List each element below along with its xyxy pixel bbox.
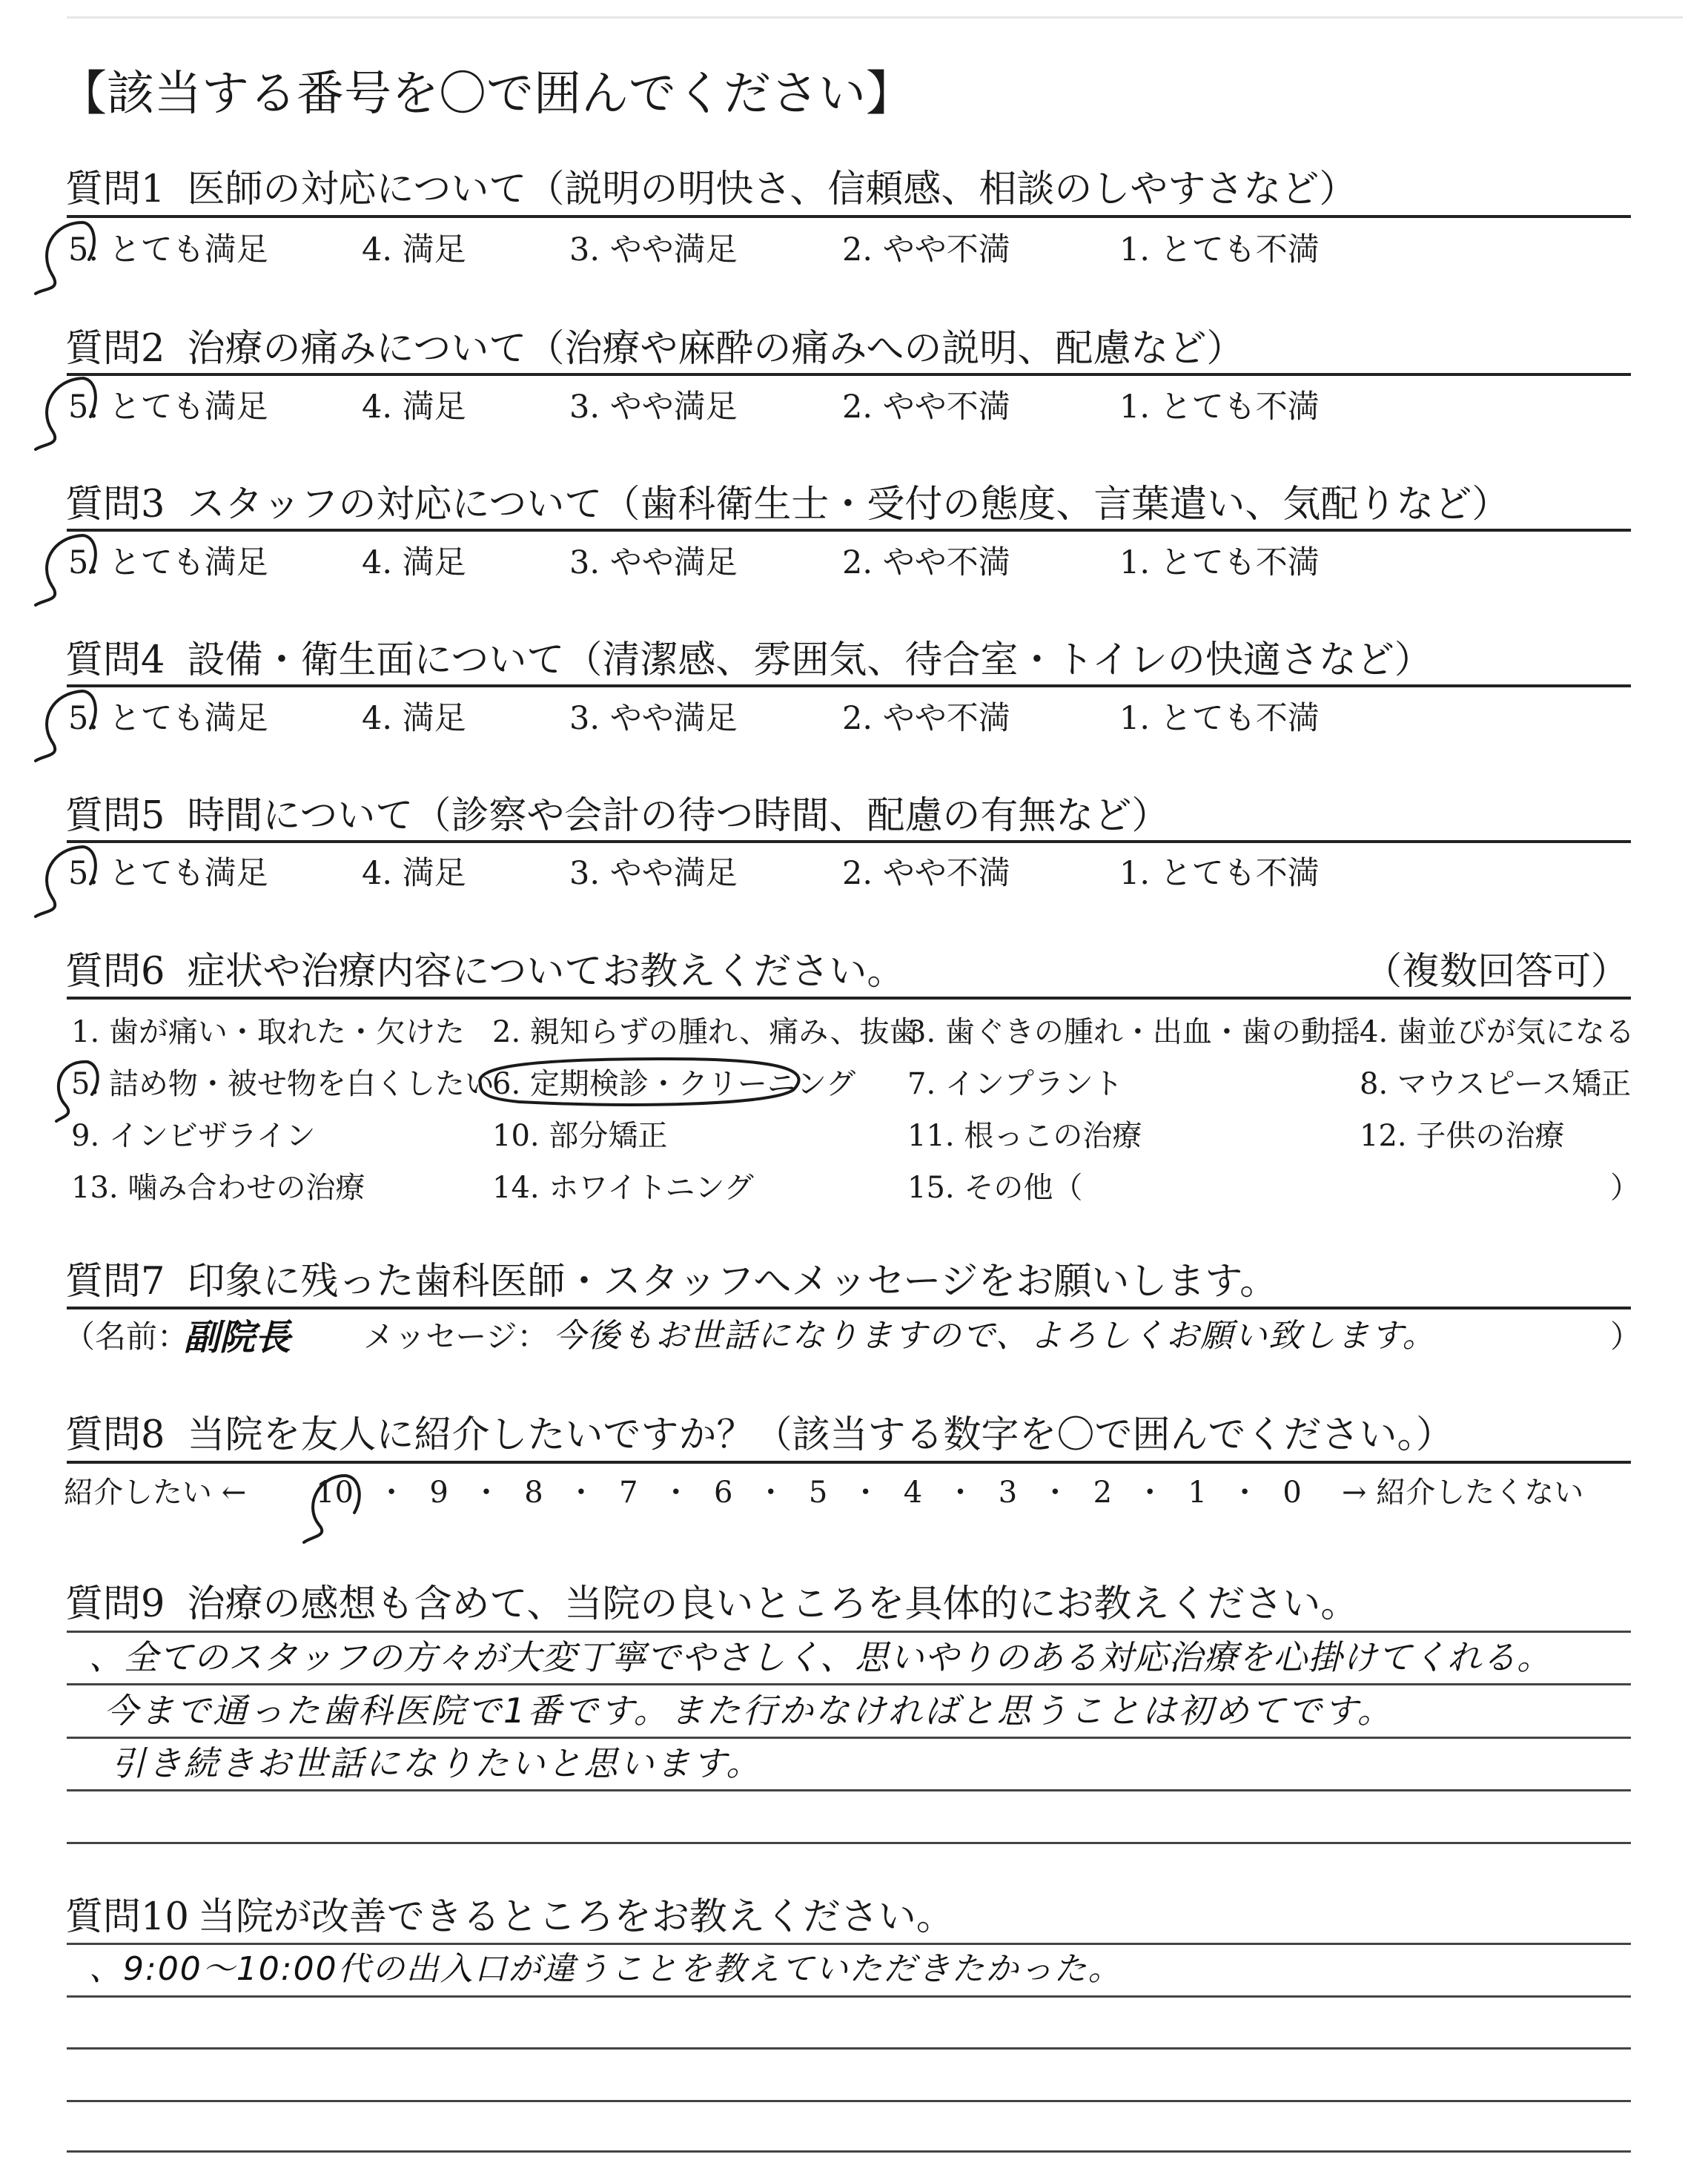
question-number: 質問10 [65,1895,189,1939]
scale-2[interactable]: 2 [1093,1476,1113,1510]
question-text: 症状や治療内容についてお教えください。 [187,950,905,994]
scale-3[interactable]: 3 [998,1476,1018,1510]
q4-option-1[interactable]: 1. とても不満 [1119,700,1320,737]
scale-dot: ・ [755,1476,786,1510]
q6-option-3[interactable]: 3. 歯ぐきの腫れ・出血・歯の動揺 [907,1015,1360,1049]
q6-option-1[interactable]: 1. 歯が痛い・取れた・欠けた [71,1015,465,1049]
q6-option-12[interactable]: 12. 子供の治療 [1360,1119,1565,1153]
message-close: ） [1610,1318,1642,1355]
q1-option-3[interactable]: 3. やや満足 [569,231,738,268]
question-text: 設備・衛生面について（清潔感、雰囲気、待合室・トイレの快適さなど） [187,638,1432,682]
scale-dot: ・ [850,1476,881,1510]
q8-selection-circle [304,1476,360,1542]
q6-option-5-circle [56,1062,98,1121]
q4-option-3[interactable]: 3. やや満足 [569,700,738,737]
q5-option-2[interactable]: 2. やや不満 [842,855,1010,892]
message-label: メッセージ： [363,1318,549,1355]
q1-option-1[interactable]: 1. とても不満 [1119,231,1320,268]
question-text: 医師の対応について（説明の明快さ、信頼感、相談のしやすさなど） [187,168,1357,211]
q6-option-8[interactable]: 8. マウスピース矯正 [1360,1067,1632,1101]
q5-option-5[interactable]: 5. とても満足 [68,855,268,892]
q1-option-2[interactable]: 2. やや不満 [842,231,1010,268]
question-text: スタッフの対応について（歯科衛生士・受付の態度、言葉遣い、気配りなど） [187,483,1510,526]
scale-dot: ・ [1230,1476,1260,1510]
q2-option-1[interactable]: 1. とても不満 [1119,389,1320,426]
question-text: 当院が改善できるところをお教えください。 [197,1895,954,1939]
question-text: 治療の感想も含めて、当院の良いところを具体的にお教えください。 [187,1582,1359,1626]
q6-option-4[interactable]: 4. 歯並びが気になる [1360,1015,1635,1049]
q4-option-2[interactable]: 2. やや不満 [842,700,1010,737]
q2-selection-circle [36,378,96,449]
q4-selection-circle [36,691,96,761]
recommend-left-label: 紹介したい ← [64,1476,247,1510]
scale-4[interactable]: 4 [903,1476,923,1510]
q6-option-5[interactable]: 5. 詰め物・被せ物を白くしたい [71,1067,494,1101]
q3-option-1[interactable]: 1. とても不満 [1119,544,1320,581]
scale-1[interactable]: 1 [1188,1476,1207,1510]
question-number: 質問8 [65,1413,165,1457]
recommend-right-label: → 紹介したくない [1342,1476,1584,1510]
q6-other-close: ） [1610,1171,1640,1205]
question-number: 質問9 [65,1582,165,1626]
instruction-heading: 【該当する番号を〇で囲んでください】 [59,67,913,122]
scale-0[interactable]: 0 [1282,1476,1302,1510]
q2-option-5[interactable]: 5. とても満足 [68,389,268,426]
question-number: 質問7 [65,1260,165,1304]
q3-option-5[interactable]: 5. とても満足 [68,544,268,581]
question-number: 質問5 [65,794,165,838]
question-text: 印象に残った歯科医師・スタッフへメッセージをお願いします。 [187,1260,1278,1304]
question-number: 質問2 [65,327,165,371]
question-number: 質問1 [65,168,165,211]
scale-6[interactable]: 6 [714,1476,733,1510]
q4-option-5[interactable]: 5. とても満足 [68,700,268,737]
q9-answer-line-1[interactable]: 、全てのスタッフの方々が大変丁寧でやさしく、思いやりのある対応治療を心掛けてくれる。 [89,1637,1552,1677]
q5-option-1[interactable]: 1. とても不満 [1119,855,1320,892]
q6-option-2[interactable]: 2. 親知らずの腫れ、痛み、抜歯 [492,1015,919,1049]
q3-option-4[interactable]: 4. 満足 [362,544,466,581]
scale-dot: ・ [471,1476,502,1510]
message-value[interactable]: 今後もお世話になりますので、よろしくお願い致します。 [553,1317,1437,1355]
q5-option-4[interactable]: 4. 満足 [362,855,466,892]
q6-option-13[interactable]: 13. 噛み合わせの治療 [71,1171,365,1205]
q1-option-5[interactable]: 5. とても満足 [68,231,268,268]
question-number: 質問4 [65,638,165,682]
q5-selection-circle [36,847,96,916]
q6-option-10[interactable]: 10. 部分矯正 [492,1119,668,1153]
scale-dot: ・ [661,1476,691,1510]
q6-option-15[interactable]: 15. その他（ [907,1171,1083,1205]
q6-option-6[interactable]: 6. 定期検診・クリーニング [492,1067,856,1101]
q6-option-6-circle [480,1059,798,1105]
q9-answer-line-2[interactable]: 今まで通った歯科医院で1番です。また行かなければと思うことは初めてです。 [104,1691,1394,1731]
question-text: 当院を友人に紹介したいですか？（該当する数字を〇で囲んでください。） [187,1413,1454,1457]
q2-option-2[interactable]: 2. やや不満 [842,389,1010,426]
q4-option-4[interactable]: 4. 満足 [362,700,466,737]
scale-dot: ・ [1040,1476,1070,1510]
scale-dot: ・ [1135,1476,1165,1510]
q10-answer-line-1[interactable]: 、9:00〜10:00代の出入口が違うことを教えていただきたかった。 [89,1950,1122,1988]
scale-8[interactable]: 8 [524,1476,543,1510]
q6-option-9[interactable]: 9. インビザライン [71,1119,316,1153]
q3-selection-circle [36,535,96,605]
scale-7[interactable]: 7 [619,1476,638,1510]
scale-dot: ・ [377,1476,407,1510]
q3-option-2[interactable]: 2. やや不満 [842,544,1010,581]
q2-option-3[interactable]: 3. やや満足 [569,389,738,426]
question-text: 時間について（診察や会計の待つ時間、配慮の有無など） [187,794,1170,838]
question-number: 質問6 [65,950,165,994]
q1-option-4[interactable]: 4. 満足 [362,231,466,268]
question-number: 質問3 [65,483,165,526]
scale-10[interactable]: 10 [316,1476,354,1510]
name-value[interactable]: 副院長 [184,1317,291,1358]
name-label: （名前： [64,1318,189,1355]
q6-option-14[interactable]: 14. ホワイトニング [492,1171,754,1205]
q1-selection-circle [36,222,94,294]
scale-dot: ・ [945,1476,976,1510]
q3-option-3[interactable]: 3. やや満足 [569,544,738,581]
q6-option-11[interactable]: 11. 根っこの治療 [907,1119,1142,1153]
q2-option-4[interactable]: 4. 満足 [362,389,466,426]
scale-dot: ・ [566,1476,596,1510]
scale-5[interactable]: 5 [808,1476,828,1510]
scale-9[interactable]: 9 [429,1476,448,1510]
question-text: 治療の痛みについて（治療や麻酔の痛みへの説明、配慮など） [187,327,1245,371]
q5-option-3[interactable]: 3. やや満足 [569,855,738,892]
multiple-answer-note: （複数回答可） [1364,950,1629,994]
q6-option-7[interactable]: 7. インプラント [907,1067,1123,1101]
q9-answer-line-3[interactable]: 引き続きお世話になりたいと思います。 [111,1743,763,1783]
